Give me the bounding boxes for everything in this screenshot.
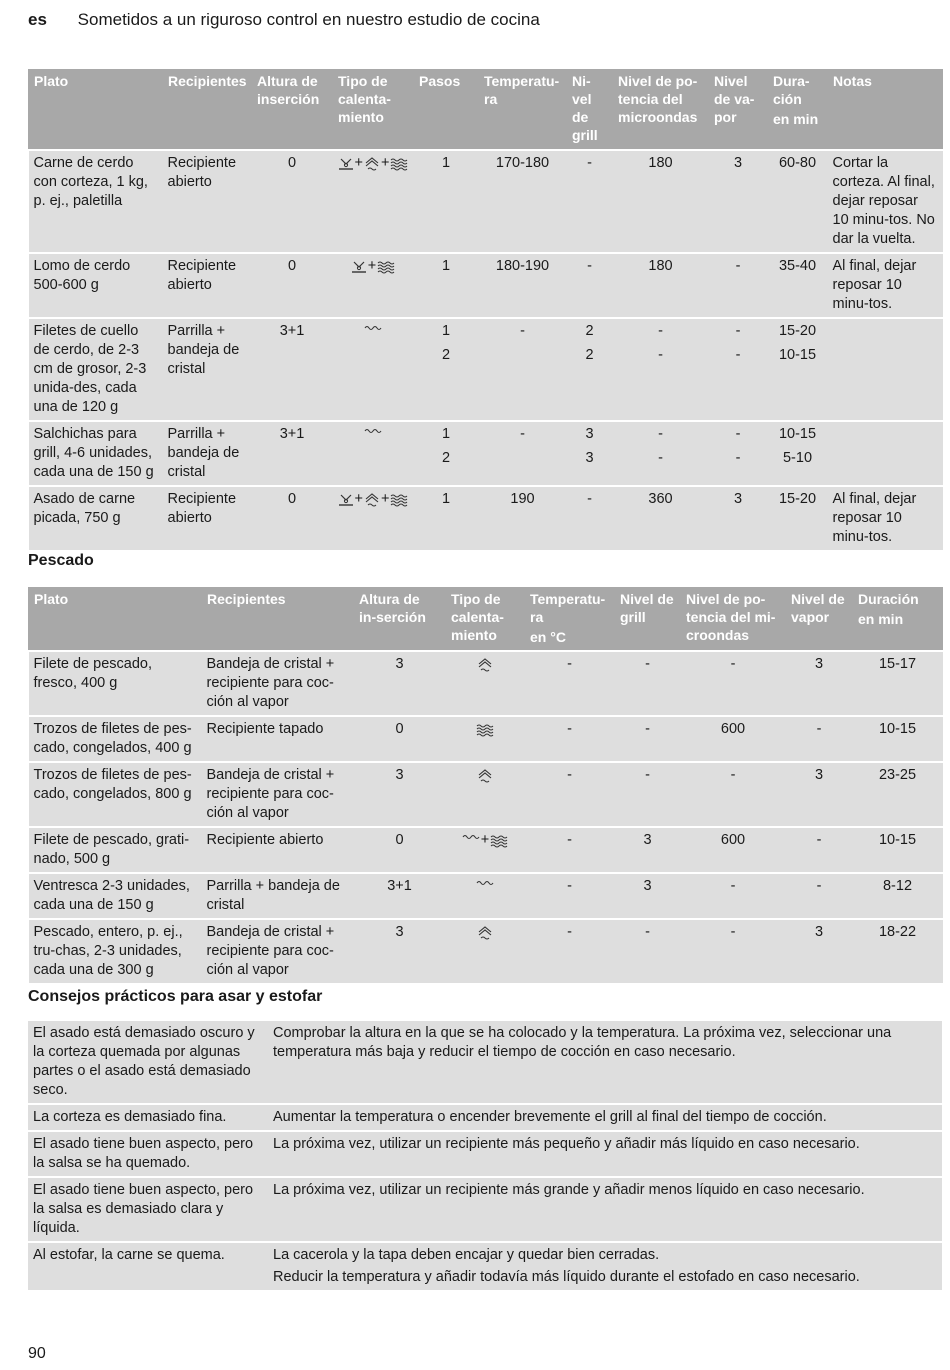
col-recipientes: Recipientes	[202, 587, 354, 651]
meat-table-header	[29, 69, 943, 150]
table-row	[28, 1177, 942, 1242]
heating-type-icons: +	[333, 253, 414, 318]
grill-level: 3	[615, 873, 681, 919]
col-duracion	[853, 587, 943, 651]
temperature: -	[525, 716, 615, 762]
solution-text: Aumentar la temperatura o encender brevemente el grill al final del tiempo de cocción.	[273, 1109, 827, 1125]
col-temperatura	[525, 587, 615, 651]
duration	[768, 253, 828, 318]
steam-level	[709, 486, 768, 550]
duration	[768, 318, 828, 421]
col-tipo: Tipo de calenta-miento	[446, 587, 525, 651]
solution	[268, 1177, 942, 1242]
steam-level-value: -	[735, 323, 741, 339]
shelf-height: 3+1	[252, 318, 333, 421]
col-duracion-label: Duración	[858, 591, 919, 607]
shelf-height: 0	[354, 716, 446, 762]
microwave-icon	[390, 493, 408, 507]
steam-level-value: 3	[733, 155, 743, 171]
col-recipientes: Recipientes	[163, 69, 252, 150]
heating-type-icons	[446, 873, 525, 919]
dish-name: Salchichas para grill, 4-6 unidades, cada una de 150 g	[29, 421, 163, 486]
page-number: 90	[28, 1345, 46, 1362]
dish-name: Ventresca 2-3 unidades, cada una de 150 g	[29, 873, 202, 919]
section-title-consejos: Consejos prácticos para asar y estofar	[28, 988, 323, 1005]
shelf-height: 0	[354, 827, 446, 873]
steam-level-value: -	[735, 450, 741, 466]
problem: Al estofar, la carne se quema.	[28, 1242, 268, 1290]
col-temperatura-label: Temperatu-ra	[530, 591, 606, 625]
microwave-power: 600	[681, 716, 786, 762]
dish-name: Filetes de cuello de cerdo, de 2-3 cm de grosor, 2-3 unida-des, cada una de 120 g	[29, 318, 163, 421]
table-row	[28, 1242, 942, 1290]
solution-text: La cacerola y la tapa deben encajar y quedar bien cerradas.	[273, 1247, 660, 1263]
heating-type-icons: + +	[333, 150, 414, 253]
steam-level: -	[786, 873, 853, 919]
steps	[414, 253, 479, 318]
steam-level: -	[786, 716, 853, 762]
temperature	[479, 421, 567, 486]
temperature: -	[525, 827, 615, 873]
col-duracion-unit: en min	[858, 611, 904, 627]
grill-level	[567, 253, 613, 318]
steps	[414, 318, 479, 421]
shelf-height: 3	[354, 651, 446, 716]
shelf-height: 3	[354, 762, 446, 827]
col-grill: Nivel de grill	[615, 587, 681, 651]
temperature	[479, 486, 567, 550]
grill-level	[567, 150, 613, 253]
temperature-value	[484, 449, 562, 468]
duration-value: 35-40	[778, 258, 817, 274]
duration-value: 5-10	[782, 450, 813, 466]
dish-name: Asado de carne picada, 750 g	[29, 486, 163, 550]
grill-level-value: -	[587, 155, 592, 171]
steps	[414, 421, 479, 486]
grill-level-value: -	[587, 491, 592, 507]
steam-level	[709, 253, 768, 318]
shelf-height: 3+1	[354, 873, 446, 919]
table-row	[29, 421, 943, 486]
grill-level: -	[615, 651, 681, 716]
shelf-height: 3	[354, 919, 446, 983]
col-temperatura-unit: en °C	[530, 629, 566, 645]
col-microondas: Nivel de po-tencia del microondas	[613, 69, 709, 150]
col-tipo: Tipo de calenta-miento	[333, 69, 414, 150]
duration: 18-22	[853, 919, 943, 983]
heating-type-icons	[446, 716, 525, 762]
heating-type-icons	[446, 919, 525, 983]
duration	[768, 150, 828, 253]
container: Recipiente abierto	[202, 827, 354, 873]
microwave-power-value: 180	[648, 258, 673, 274]
grill-level: -	[615, 762, 681, 827]
temperature-value	[484, 346, 562, 365]
table-row	[29, 827, 943, 873]
solution	[268, 1020, 942, 1104]
solution	[268, 1104, 942, 1131]
microwave-power: -	[681, 762, 786, 827]
steam-level	[709, 318, 768, 421]
notes	[828, 421, 943, 486]
grill-level-value: 2	[585, 323, 594, 339]
notes: Al final, dejar reposar 10 minu-tos.	[828, 486, 943, 550]
duration-value: 10-15	[778, 347, 817, 363]
notes: Cortar la corteza. Al final, dejar reposar 10 minu-tos. No dar la vuelta.	[828, 150, 943, 253]
shelf-height: 0	[252, 150, 333, 253]
col-vapor: Nivel de va-por	[709, 69, 768, 150]
notes: Al final, dejar reposar 10 minu-tos.	[828, 253, 943, 318]
steam-level-value: -	[735, 258, 741, 274]
container: Bandeja de cristal + recipiente para coc-ción al vapor	[202, 651, 354, 716]
duration: 15-17	[853, 651, 943, 716]
hot-air-icon	[364, 493, 380, 507]
duration-value: 60-80	[778, 155, 817, 171]
dish-name: Lomo de cerdo 500-600 g	[29, 253, 163, 318]
microwave-power-value: -	[658, 426, 663, 442]
microwave-power: -	[681, 919, 786, 983]
heating-type-icons	[333, 318, 414, 421]
steps-value: 2	[441, 347, 451, 363]
temperature: -	[525, 762, 615, 827]
container: Recipiente tapado	[202, 716, 354, 762]
col-plato: Plato	[29, 587, 202, 651]
grill-icon	[364, 325, 382, 333]
tips-table	[28, 1019, 942, 1290]
duration-value: 10-15	[778, 426, 817, 442]
problem: El asado está demasiado oscuro y la corteza quemada por algunas partes o el asado está demasiado seco.	[28, 1020, 268, 1104]
microwave-power-value: -	[658, 450, 663, 466]
container: Parrilla + bandeja de cristal	[163, 318, 252, 421]
temperature	[479, 318, 567, 421]
microwave-power	[613, 486, 709, 550]
grill-level: 3	[615, 827, 681, 873]
heating-type-icons: + +	[333, 486, 414, 550]
solution-text: Reducir la temperatura y añadir todavía más líquido durante el estofado en caso necesario.	[273, 1269, 860, 1285]
grill-level: -	[615, 919, 681, 983]
table-row	[29, 486, 943, 550]
meat-table	[28, 69, 943, 550]
microwave-power-value: 360	[648, 491, 673, 507]
solution-text: La próxima vez, utilizar un recipiente más grande y añadir menos líquido en caso necesario.	[273, 1182, 865, 1198]
grill-level-value: 3	[585, 450, 594, 466]
microwave-power: -	[681, 651, 786, 716]
problem: El asado tiene buen aspecto, pero la salsa se ha quemado.	[28, 1131, 268, 1177]
col-grill: Ni-vel de grill	[567, 69, 613, 150]
microwave-icon	[490, 834, 508, 848]
table-row	[29, 762, 943, 827]
col-altura: Altura de inserción	[252, 69, 333, 150]
steps	[414, 486, 479, 550]
steam-level: 3	[786, 762, 853, 827]
steps-value: 1	[441, 258, 451, 274]
bottom-heat-icon	[338, 493, 354, 507]
dish-name: Carne de cerdo con corteza, 1 kg, p. ej., paletilla	[29, 150, 163, 253]
shelf-height: 0	[252, 253, 333, 318]
duration: 23-25	[853, 762, 943, 827]
grill-level-value: 3	[585, 426, 594, 442]
dish-name: Trozos de filetes de pes-cado, congelados, 800 g	[29, 762, 202, 827]
grill-icon	[364, 428, 382, 436]
grill-level	[567, 318, 613, 421]
heating-type-icons: +	[446, 827, 525, 873]
temperature-value: 170-180	[495, 155, 550, 171]
microwave-icon	[476, 723, 494, 737]
temperature-value: -	[520, 426, 525, 442]
steps-value: 1	[441, 323, 451, 339]
grill-level: -	[615, 716, 681, 762]
col-duracion-unit: en min	[773, 111, 819, 127]
container: Parrilla + bandeja de cristal	[163, 421, 252, 486]
heating-type-icons	[333, 421, 414, 486]
col-vapor: Nivel de vapor	[786, 587, 853, 651]
hot-air-icon	[477, 769, 493, 783]
temperature-value: -	[520, 323, 525, 339]
duration: 10-15	[853, 716, 943, 762]
bottom-heat-icon	[351, 260, 367, 274]
container: Parrilla + bandeja de cristal	[202, 873, 354, 919]
header-title: Sometidos a un riguroso control en nuestro estudio de cocina	[77, 10, 540, 29]
solution	[268, 1131, 942, 1177]
col-duracion	[768, 69, 828, 150]
microwave-power-value: -	[658, 347, 663, 363]
hot-air-icon	[364, 157, 380, 171]
container: Recipiente abierto	[163, 253, 252, 318]
problem: El asado tiene buen aspecto, pero la salsa es demasiado clara y líquida.	[28, 1177, 268, 1242]
temperature: -	[525, 651, 615, 716]
microwave-icon	[390, 157, 408, 171]
solution-text: La próxima vez, utilizar un recipiente más pequeño y añadir más líquido en caso necesario.	[273, 1136, 860, 1152]
table-row	[29, 873, 943, 919]
shelf-height: 3+1	[252, 421, 333, 486]
table-row	[29, 253, 943, 318]
table-row	[28, 1020, 942, 1104]
microwave-icon	[377, 260, 395, 274]
notes	[828, 318, 943, 421]
col-duracion-label: Dura-ción	[773, 73, 810, 107]
table-row	[29, 919, 943, 983]
container: Recipiente abierto	[163, 150, 252, 253]
duration	[768, 486, 828, 550]
table-row	[29, 318, 943, 421]
microwave-power	[613, 421, 709, 486]
shelf-height: 0	[252, 486, 333, 550]
steps-value: 1	[441, 491, 451, 507]
steps	[414, 150, 479, 253]
duration: 10-15	[853, 827, 943, 873]
dish-name: Pescado, entero, p. ej., tru-chas, 2-3 unidades, cada una de 300 g	[29, 919, 202, 983]
steam-level	[709, 150, 768, 253]
heating-type-icons	[446, 762, 525, 827]
table-row	[29, 651, 943, 716]
microwave-power: -	[681, 873, 786, 919]
table-row	[29, 716, 943, 762]
table-row	[29, 150, 943, 253]
grill-level-value: -	[587, 258, 592, 274]
microwave-power	[613, 318, 709, 421]
container: Bandeja de cristal + recipiente para coc-ción al vapor	[202, 762, 354, 827]
col-pasos: Pasos	[414, 69, 479, 150]
fish-table-header	[29, 587, 943, 651]
solution-text: Comprobar la altura en la que se ha colocado y la temperatura. La próxima vez, seleccionar una temperatura más baja y reducir el tiempo de cocción en caso necesario.	[273, 1025, 892, 1060]
col-altura: Altura de in-serción	[354, 587, 446, 651]
steps-value: 1	[441, 155, 451, 171]
grill-level	[567, 421, 613, 486]
bottom-heat-icon	[338, 157, 354, 171]
problem: La corteza es demasiado fina.	[28, 1104, 268, 1131]
microwave-power: 600	[681, 827, 786, 873]
grill-level-value: 2	[585, 347, 594, 363]
fish-table	[28, 587, 943, 983]
microwave-power	[613, 150, 709, 253]
col-temperatura: Temperatu-ra	[479, 69, 567, 150]
temperature	[479, 253, 567, 318]
grill-icon	[476, 880, 494, 888]
table-row	[28, 1104, 942, 1131]
temperature-value: 190	[510, 491, 535, 507]
steps-value: 1	[441, 426, 451, 442]
dish-name: Trozos de filetes de pes-cado, congelados, 400 g	[29, 716, 202, 762]
microwave-power-value: 180	[648, 155, 673, 171]
temperature: -	[525, 919, 615, 983]
temperature-value: 180-190	[495, 258, 550, 274]
container: Bandeja de cristal + recipiente para coc-ción al vapor	[202, 919, 354, 983]
steam-level-value: -	[735, 426, 741, 442]
dish-name: Filete de pescado, grati-nado, 500 g	[29, 827, 202, 873]
microwave-power-value: -	[658, 323, 663, 339]
steam-level-value: 3	[733, 491, 743, 507]
table-row	[28, 1131, 942, 1177]
heating-type-icons	[446, 651, 525, 716]
hot-air-icon	[477, 926, 493, 940]
dish-name: Filete de pescado, fresco, 400 g	[29, 651, 202, 716]
duration	[768, 421, 828, 486]
steam-level: -	[786, 827, 853, 873]
grill-level	[567, 486, 613, 550]
hot-air-icon	[477, 658, 493, 672]
container: Recipiente abierto	[163, 486, 252, 550]
language-tag: es	[28, 10, 47, 29]
steam-level-value: -	[735, 347, 741, 363]
page-header	[28, 10, 540, 30]
temperature	[479, 150, 567, 253]
temperature: -	[525, 873, 615, 919]
steam-level: 3	[786, 651, 853, 716]
section-title-pescado: Pescado	[28, 552, 94, 569]
col-notas: Notas	[828, 69, 943, 150]
steam-level	[709, 421, 768, 486]
steps-value: 2	[441, 450, 451, 466]
microwave-power	[613, 253, 709, 318]
col-plato: Plato	[29, 69, 163, 150]
duration: 8-12	[853, 873, 943, 919]
duration-value: 15-20	[778, 491, 817, 507]
col-microondas: Nivel de po-tencia del mi-croondas	[681, 587, 786, 651]
grill-icon	[462, 834, 480, 842]
duration-value: 15-20	[778, 323, 817, 339]
steam-level: 3	[786, 919, 853, 983]
solution	[268, 1242, 942, 1290]
